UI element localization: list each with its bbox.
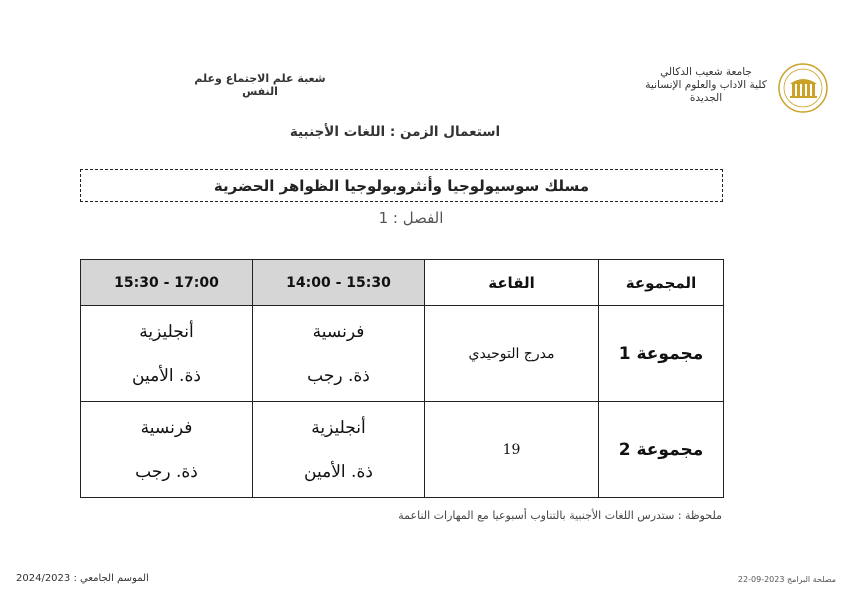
slot-1-cell (253, 306, 425, 402)
slot-2-cell (81, 306, 253, 402)
semester-label: الفصل : 1 (378, 209, 444, 227)
course-name: فرنسية (312, 321, 365, 342)
department-name: شعبة علم الاجتماع وعلم النفس (194, 72, 326, 98)
course-name: أنجليزية (311, 417, 366, 438)
room-cell: 19 (425, 402, 599, 498)
table-row (81, 402, 724, 498)
group-cell: مجموعة 1 (599, 306, 724, 402)
city-name: الجديدة (689, 92, 723, 104)
table-header-row (81, 260, 724, 306)
footer-service (738, 575, 836, 584)
course-name: أنجليزية (139, 321, 194, 342)
academic-season: الموسم الجامعي : 2024/2023 (16, 573, 149, 584)
header-slot-2: 15:30 - 17:00 (81, 260, 253, 306)
program-name: مسلك سوسيولوجيا وأنثروبولوجيا الظواهر الحضرية (213, 176, 590, 195)
header-group: المجموعة (599, 260, 724, 306)
group-cell: مجموعة 2 (599, 402, 724, 498)
teacher-name: ذة. الأمين (132, 365, 201, 386)
footer-date: 2023-09-22 (737, 575, 785, 584)
university-logo (774, 62, 832, 114)
table-row (81, 306, 724, 402)
university-block (636, 66, 776, 105)
teacher-name: ذة. الأمين (304, 461, 373, 482)
course-name: فرنسية (140, 417, 193, 438)
program-box (80, 169, 723, 202)
header-slot-1: 14:00 - 15:30 (253, 260, 425, 306)
schedule-table (80, 259, 724, 498)
slot-2-cell (81, 402, 253, 498)
teacher-name: ذة. رجب (135, 461, 198, 482)
university-name: جامعة شعيب الدكالي (660, 66, 752, 78)
header-room: القاعة (425, 260, 599, 306)
page-title: استعمال الزمن : اللغات الأجنبية (289, 124, 501, 140)
slot-1-cell (253, 402, 425, 498)
service-name: مصلحة البرامج (786, 575, 836, 584)
note-text: ملحوظة : ستدرس اللغات الأجنبية بالتناوب أسبوعيا مع المهارات الناعمة (398, 509, 722, 522)
teacher-name: ذة. رجب (307, 365, 370, 386)
room-cell: مدرج التوحيدي (425, 306, 599, 402)
faculty-name: كلية الاداب والعلوم الإنسانية (645, 79, 767, 91)
